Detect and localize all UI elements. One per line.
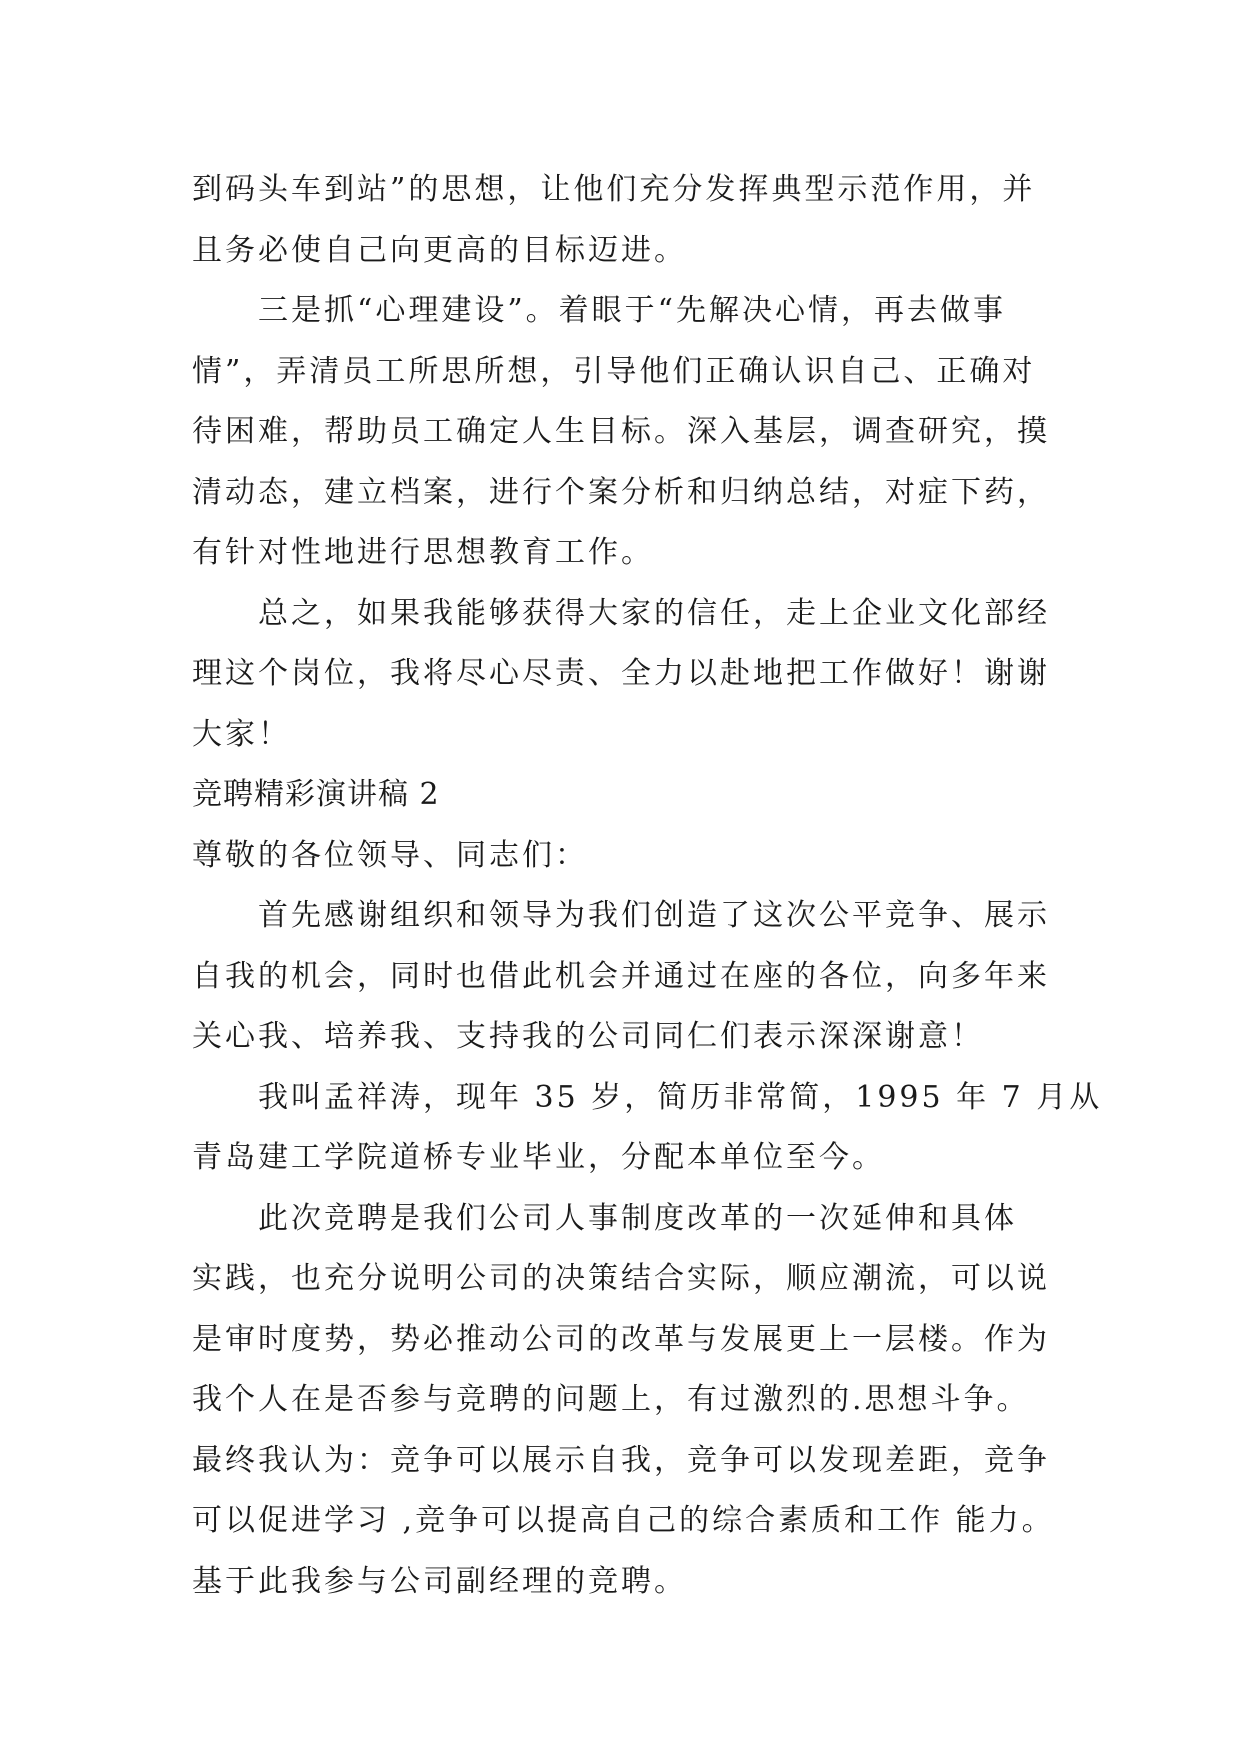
text-line: 大家！ [192,716,291,752]
text-line: 可以促进学习 ,竞争可以提高自己的综合素质和工作 能力。 [192,1503,1055,1538]
text-line: 且务必使自己向更高的目标迈进。 [192,232,687,268]
document-body [192,160,1103,1612]
text-line: 我叫孟祥涛，现年 35 岁，简历非常简，1995 年 7 月从 [258,1079,1103,1115]
text-line: 是审时度势，势必推动公司的改革与发展更上一层楼。作为 [192,1321,1050,1357]
section-heading: 竞聘精彩演讲稿 2 [192,777,440,812]
text-line: 待困难，帮助员工确定人生目标。深入基层，调查研究，摸 [192,414,1050,449]
text-line: 首先感谢组织和领导为我们创造了这次公平竞争、展示 [258,898,1050,933]
text-line: 关心我、培养我、支持我的公司同仁们表示深深谢意！ [192,1019,984,1054]
text-line: 清动态，建立档案，进行个案分析和归纳总结，对症下药， [192,474,1050,510]
text-line: 最终我认为：竞争可以展示自我，竞争可以发现差距，竞争 [192,1442,1050,1478]
text-line: 总之，如果我能够获得大家的信任，走上企业文化部经 [258,595,1050,631]
text-line: 基于此我参与公司副经理的竞聘。 [192,1563,687,1599]
text-line: 自我的机会，同时也借此机会并通过在座的各位，向多年来 [192,958,1050,994]
text-line: 尊敬的各位领导、同志们： [192,837,588,873]
text-line: 情”，弄清员工所思所想，引导他们正确认识自己、正确对 [192,353,1036,389]
text-line: 我个人在是否参与竞聘的问题上，有过激烈的.思想斗争。 [192,1382,1030,1417]
text-line: 有针对性地进行思想教育工作。 [192,535,654,570]
text-line: 实践，也充分说明公司的决策结合实际，顺应潮流，可以说 [192,1261,1050,1296]
text-line: 三是抓“心理建设”。着眼于“先解决心情，再去做事 [258,293,1007,328]
text-line: 青岛建工学院道桥专业毕业，分配本单位至今。 [192,1140,885,1175]
text-line: 到码头车到站”的思想，让他们充分发挥典型示范作用，并 [192,172,1036,207]
text-line: 理这个岗位，我将尽心尽责、全力以赴地把工作做好！谢谢 [192,656,1050,691]
text-line: 此次竞聘是我们公司人事制度改革的一次延伸和具体 [258,1200,1017,1236]
